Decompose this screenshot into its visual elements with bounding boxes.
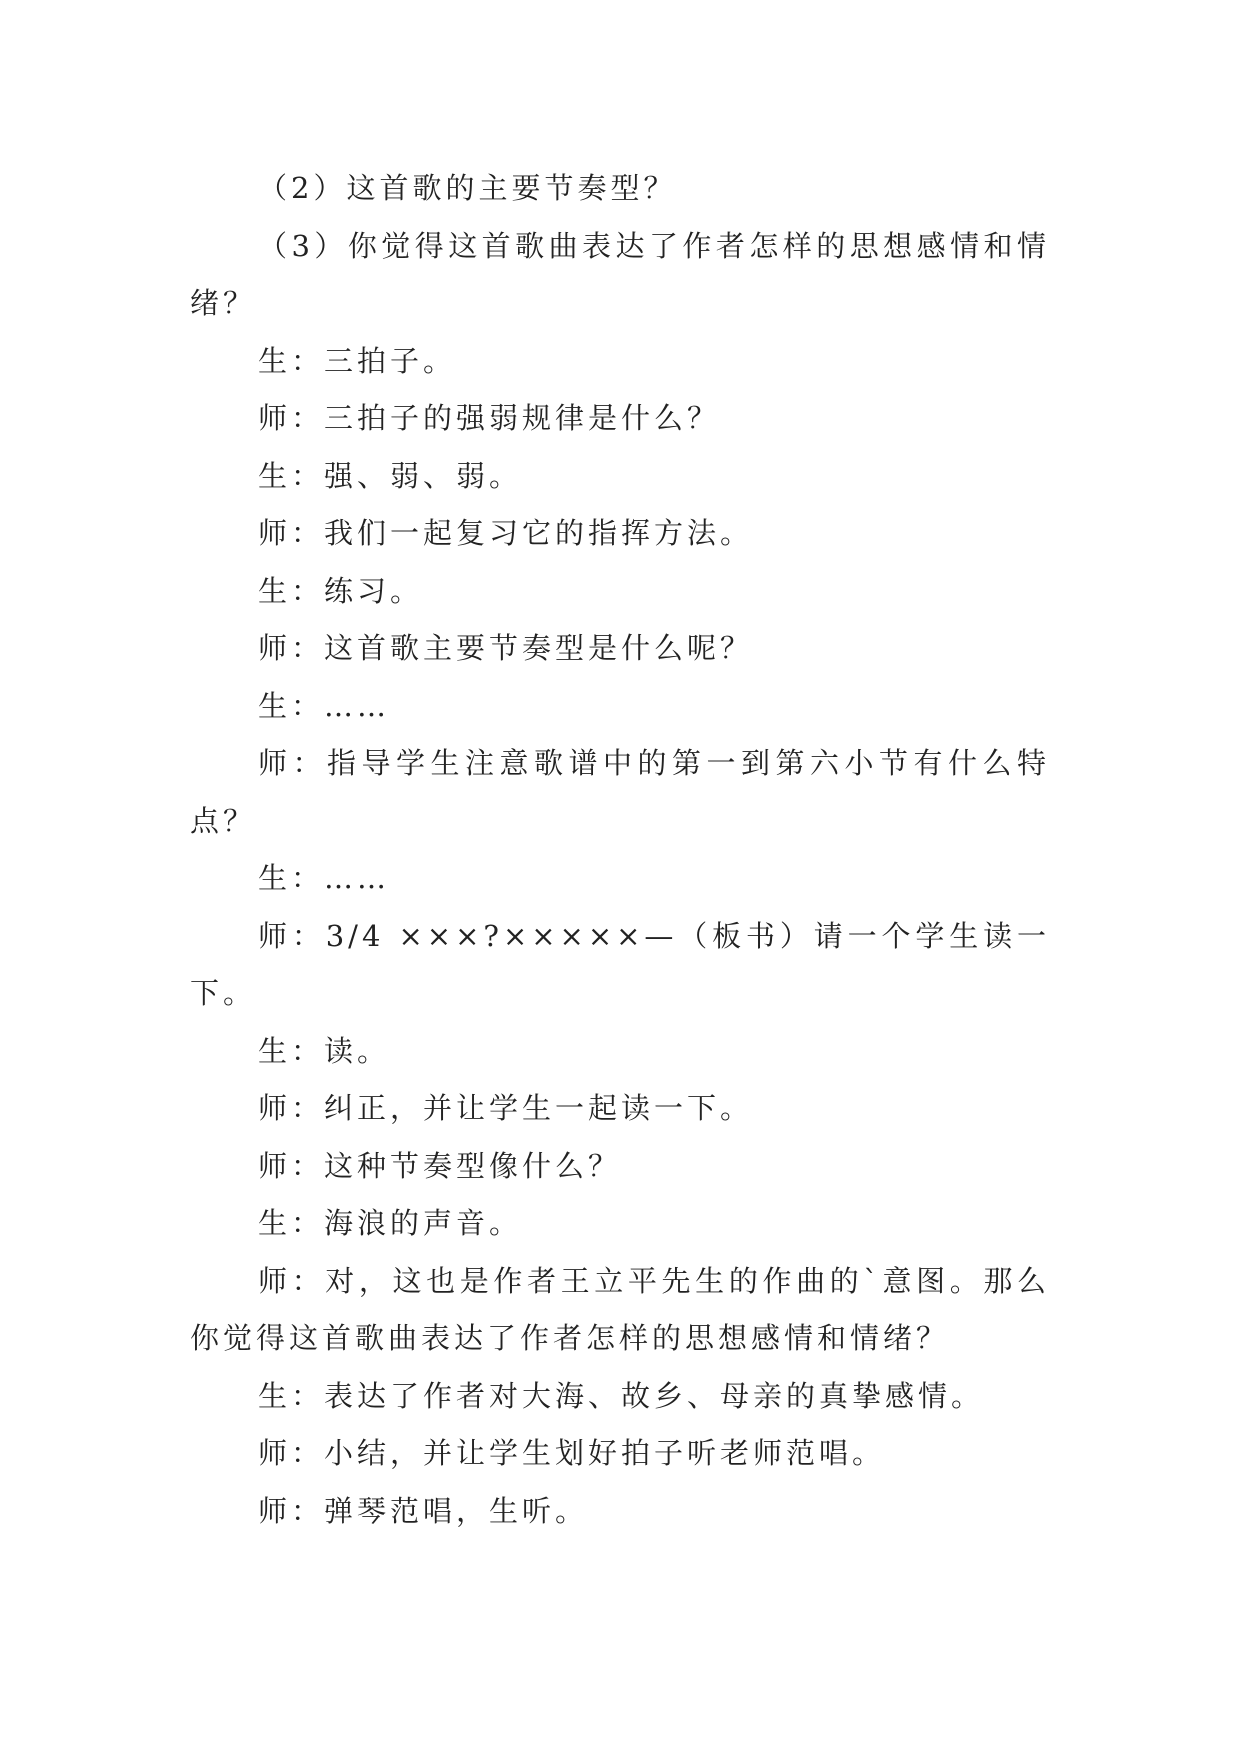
paragraph-teacher-line: 师：这种节奏型像什么？	[258, 1148, 622, 1183]
paragraph-teacher-line: 师：我们一起复习它的指挥方法。	[258, 516, 754, 550]
paragraph-teacher-line: 师：纠正，并让学生一起读一下。	[258, 1091, 754, 1125]
paragraph-teacher-line: 师：弹琴范唱，生听。	[258, 1493, 589, 1528]
paragraph-teacher-line: 师：对，这也是作者王立平先生的作曲的`意图。那么你觉得这首歌曲表达了作者怎样的思想感情和情绪？	[190, 1263, 1050, 1355]
paragraph-student-line: 生：……	[258, 861, 391, 895]
paragraph-student-line: 生：三拍子。	[258, 343, 457, 378]
paragraph-student-line: 生：强、弱、弱。	[258, 458, 523, 493]
paragraph-teacher-line: 师：这首歌主要节奏型是什么呢？	[258, 631, 754, 665]
paragraph-student-line: 生：练习。	[258, 573, 424, 608]
document-body	[190, 160, 1050, 1540]
paragraph-teacher-line: 师：三拍子的强弱规律是什么？	[258, 401, 721, 435]
paragraph-question-2: （2）这首歌的主要节奏型？	[258, 171, 677, 205]
paragraph-student-line: 生：读。	[258, 1033, 391, 1068]
paragraph-student-line: 生：海浪的声音。	[258, 1206, 523, 1240]
paragraph-question-3: （3）你觉得这首歌曲表达了作者怎样的思想感情和情绪？	[190, 228, 1050, 320]
paragraph-student-line: 生：……	[258, 688, 391, 723]
paragraph-student-line: 生：表达了作者对大海、故乡、母亲的真挚感情。	[258, 1378, 985, 1413]
paragraph-teacher-line: 师：3/4 ×××?×××××—（板书）请一个学生读一下。	[190, 918, 1050, 1010]
paragraph-teacher-line: 师：小结，并让学生划好拍子听老师范唱。	[258, 1436, 886, 1470]
paragraph-teacher-line: 师：指导学生注意歌谱中的第一到第六小节有什么特点？	[190, 746, 1050, 838]
